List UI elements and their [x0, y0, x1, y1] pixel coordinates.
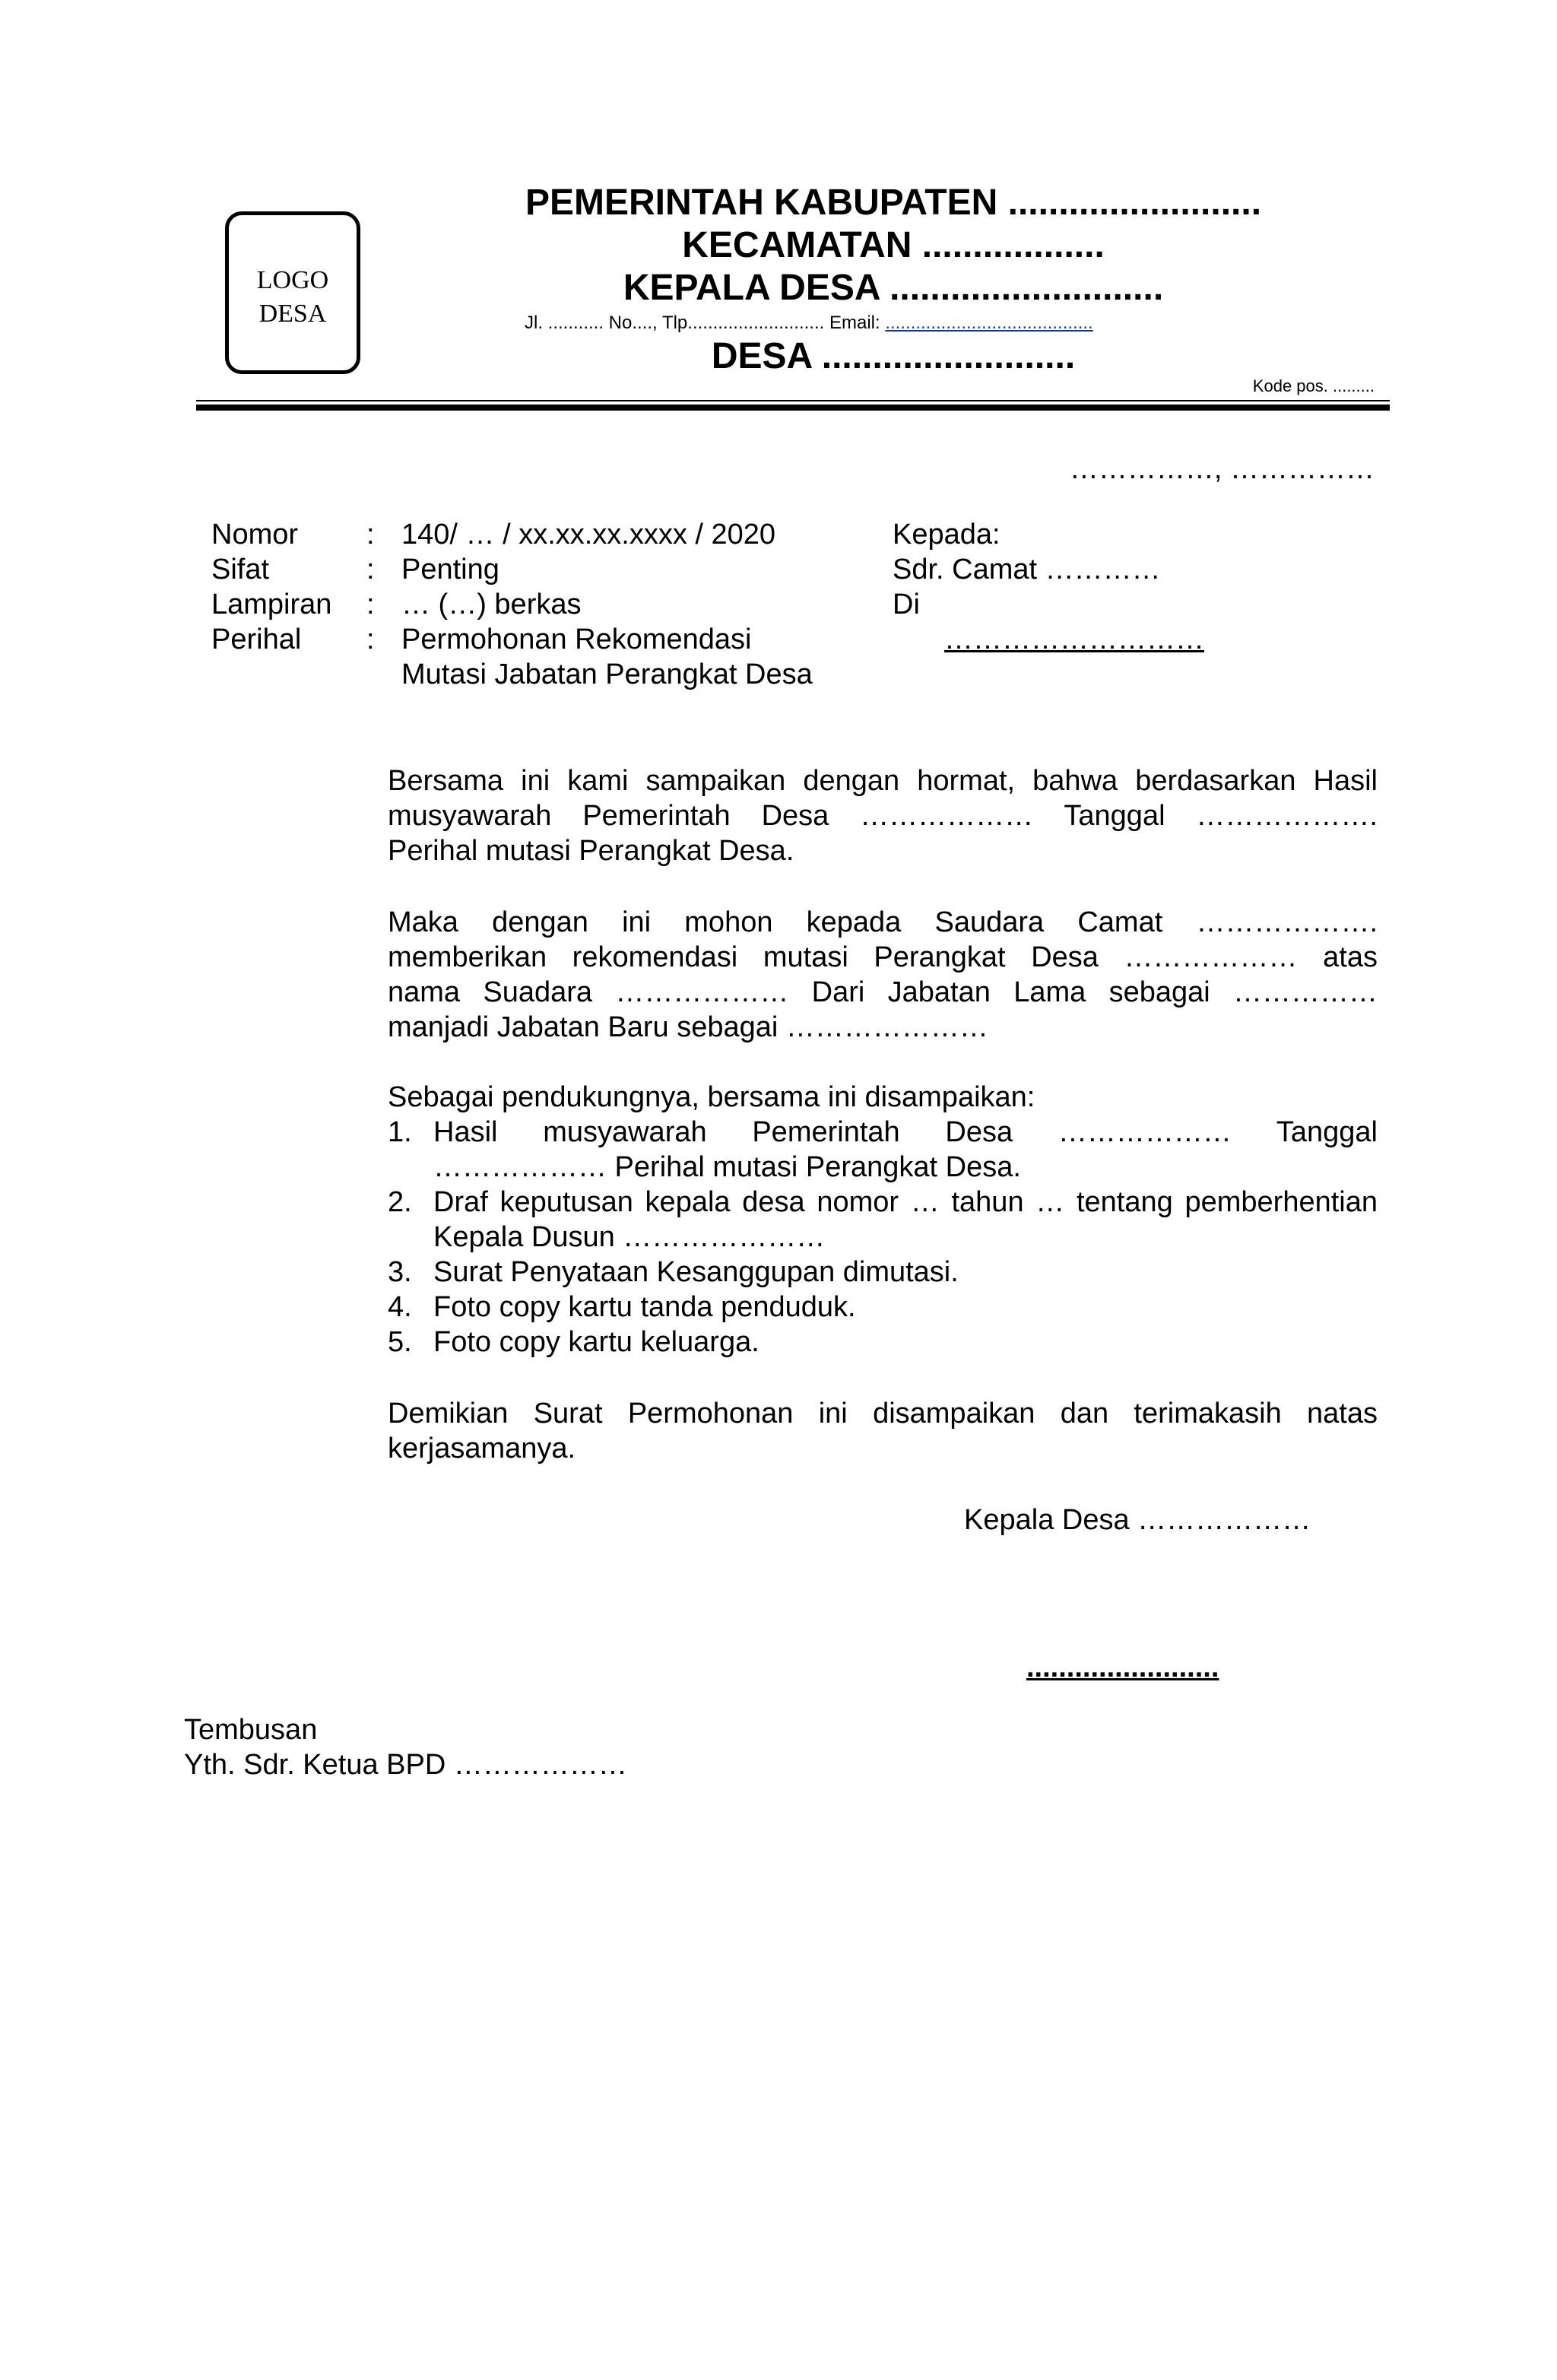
paragraph-2-line-3: nama Suadara ……………… Dari Jabatan Lama sebagai …………… — [388, 976, 1378, 1008]
recipient-kepada: Kepada: — [893, 519, 1000, 551]
logo-text-line-2: DESA — [258, 300, 327, 328]
letterhead-address — [525, 312, 1093, 335]
list-item-5-number: 5. — [388, 1326, 412, 1358]
list-item-3-number: 3. — [388, 1256, 412, 1288]
body-paragraph-1 — [388, 763, 1378, 868]
village-logo-placeholder — [225, 211, 360, 374]
list-item-2-line-2: Kepala Dusun ………………… — [433, 1221, 826, 1253]
nomor-label: Nomor — [211, 519, 299, 551]
sifat-colon: : — [366, 554, 375, 585]
list-item-1-number: 1. — [388, 1116, 412, 1148]
signature-role: Kepala Desa ……………… — [964, 1504, 1311, 1536]
list-item-4 — [433, 1290, 1378, 1325]
list-item-5 — [433, 1325, 1378, 1360]
nomor-value: 140/ … / xx.xx.xx.xxxx / 2020 — [401, 519, 776, 551]
body-paragraph-2 — [388, 905, 1378, 1045]
recipient-camat: Sdr. Camat ………… — [893, 554, 1161, 585]
letterhead-regency: PEMERINTAH KABUPATEN ......................... — [525, 182, 1262, 223]
letter-date-place: ……………, …………… — [1069, 453, 1375, 485]
letterhead-village: DESA ......................... — [711, 336, 1076, 376]
letterhead-divider-thin — [196, 400, 1390, 401]
body-paragraph-closing — [388, 1396, 1378, 1466]
paragraph-1-line-1: Bersama ini kami sampaikan dengan hormat, bahwa berdasarkan Hasil — [388, 765, 1378, 797]
carbon-copy-recipient: Yth. Sdr. Ketua BPD ……………… — [184, 1749, 627, 1781]
perihal-value-line-1: Permohonan Rekomendasi — [401, 624, 752, 655]
paragraph-2-line-2: memberikan rekomendasi mutasi Perangkat Desa ……………… atas — [388, 941, 1378, 973]
perihal-value-line-2: Mutasi Jabatan Perangkat Desa — [401, 658, 813, 690]
list-item-1-line-2: ……………… Perihal mutasi Perangkat Desa. — [433, 1151, 1021, 1183]
closing-line-2: kerjasamanya. — [388, 1433, 576, 1464]
letterhead-divider-thick — [196, 405, 1390, 411]
list-item-2 — [433, 1185, 1378, 1255]
paragraph-2-line-4: manjadi Jabatan Baru sebagai ………………… — [388, 1011, 988, 1043]
list-item-3 — [433, 1255, 1378, 1290]
list-item-2-line-1: Draf keputusan kepala desa nomor … tahun … tentang pemberhentian — [433, 1186, 1378, 1218]
letterhead-district: KECAMATAN .................. — [682, 225, 1105, 265]
supporting-documents-intro: Sebagai pendukungnya, bersama ini disampaikan: — [388, 1081, 1035, 1113]
letterhead-address-text: Jl. ........... No...., Tlp........................... Email: — [525, 313, 886, 333]
logo-text-line-1: LOGO — [256, 266, 329, 294]
paragraph-1-line-2: musyawarah Pemerintah Desa ……………… Tanggal ………………. — [388, 800, 1378, 832]
letterhead-email-link[interactable]: ......................................... — [885, 313, 1093, 333]
lampiran-value: … (…) berkas — [401, 589, 582, 620]
letterhead-postal-code: Kode pos. ......... — [1252, 376, 1375, 395]
list-item-1 — [433, 1115, 1378, 1185]
sifat-label: Sifat — [211, 554, 270, 585]
sifat-value: Penting — [401, 554, 499, 585]
signature-name: ........................ — [1026, 1652, 1219, 1683]
list-item-5-line-1: Foto copy kartu keluarga. — [433, 1326, 759, 1358]
list-item-4-line-1: Foto copy kartu tanda penduduk. — [433, 1291, 856, 1323]
recipient-di: Di — [893, 589, 920, 620]
list-item-3-line-1: Surat Penyataan Kesanggupan dimutasi. — [433, 1256, 959, 1288]
lampiran-colon: : — [366, 589, 375, 620]
list-item-4-number: 4. — [388, 1291, 412, 1323]
list-item-1-line-1: Hasil musyawarah Pemerintah Desa ……………… Tanggal — [433, 1116, 1378, 1148]
perihal-colon: : — [366, 624, 375, 655]
perihal-label: Perihal — [211, 624, 302, 655]
lampiran-label: Lampiran — [211, 589, 332, 620]
nomor-colon: : — [366, 519, 375, 551]
list-item-2-number: 2. — [388, 1186, 412, 1218]
recipient-place: ……………………… — [944, 624, 1204, 655]
paragraph-2-line-1: Maka dengan ini mohon kepada Saudara Camat ………………. — [388, 906, 1378, 938]
paragraph-1-line-3: Perihal mutasi Perangkat Desa. — [388, 835, 794, 867]
letterhead-village-head: KEPALA DESA ........................... — [623, 268, 1164, 308]
carbon-copy-title: Tembusan — [184, 1714, 318, 1746]
closing-line-1: Demikian Surat Permohonan ini disampaikan dan terimakasih natas — [388, 1398, 1378, 1430]
